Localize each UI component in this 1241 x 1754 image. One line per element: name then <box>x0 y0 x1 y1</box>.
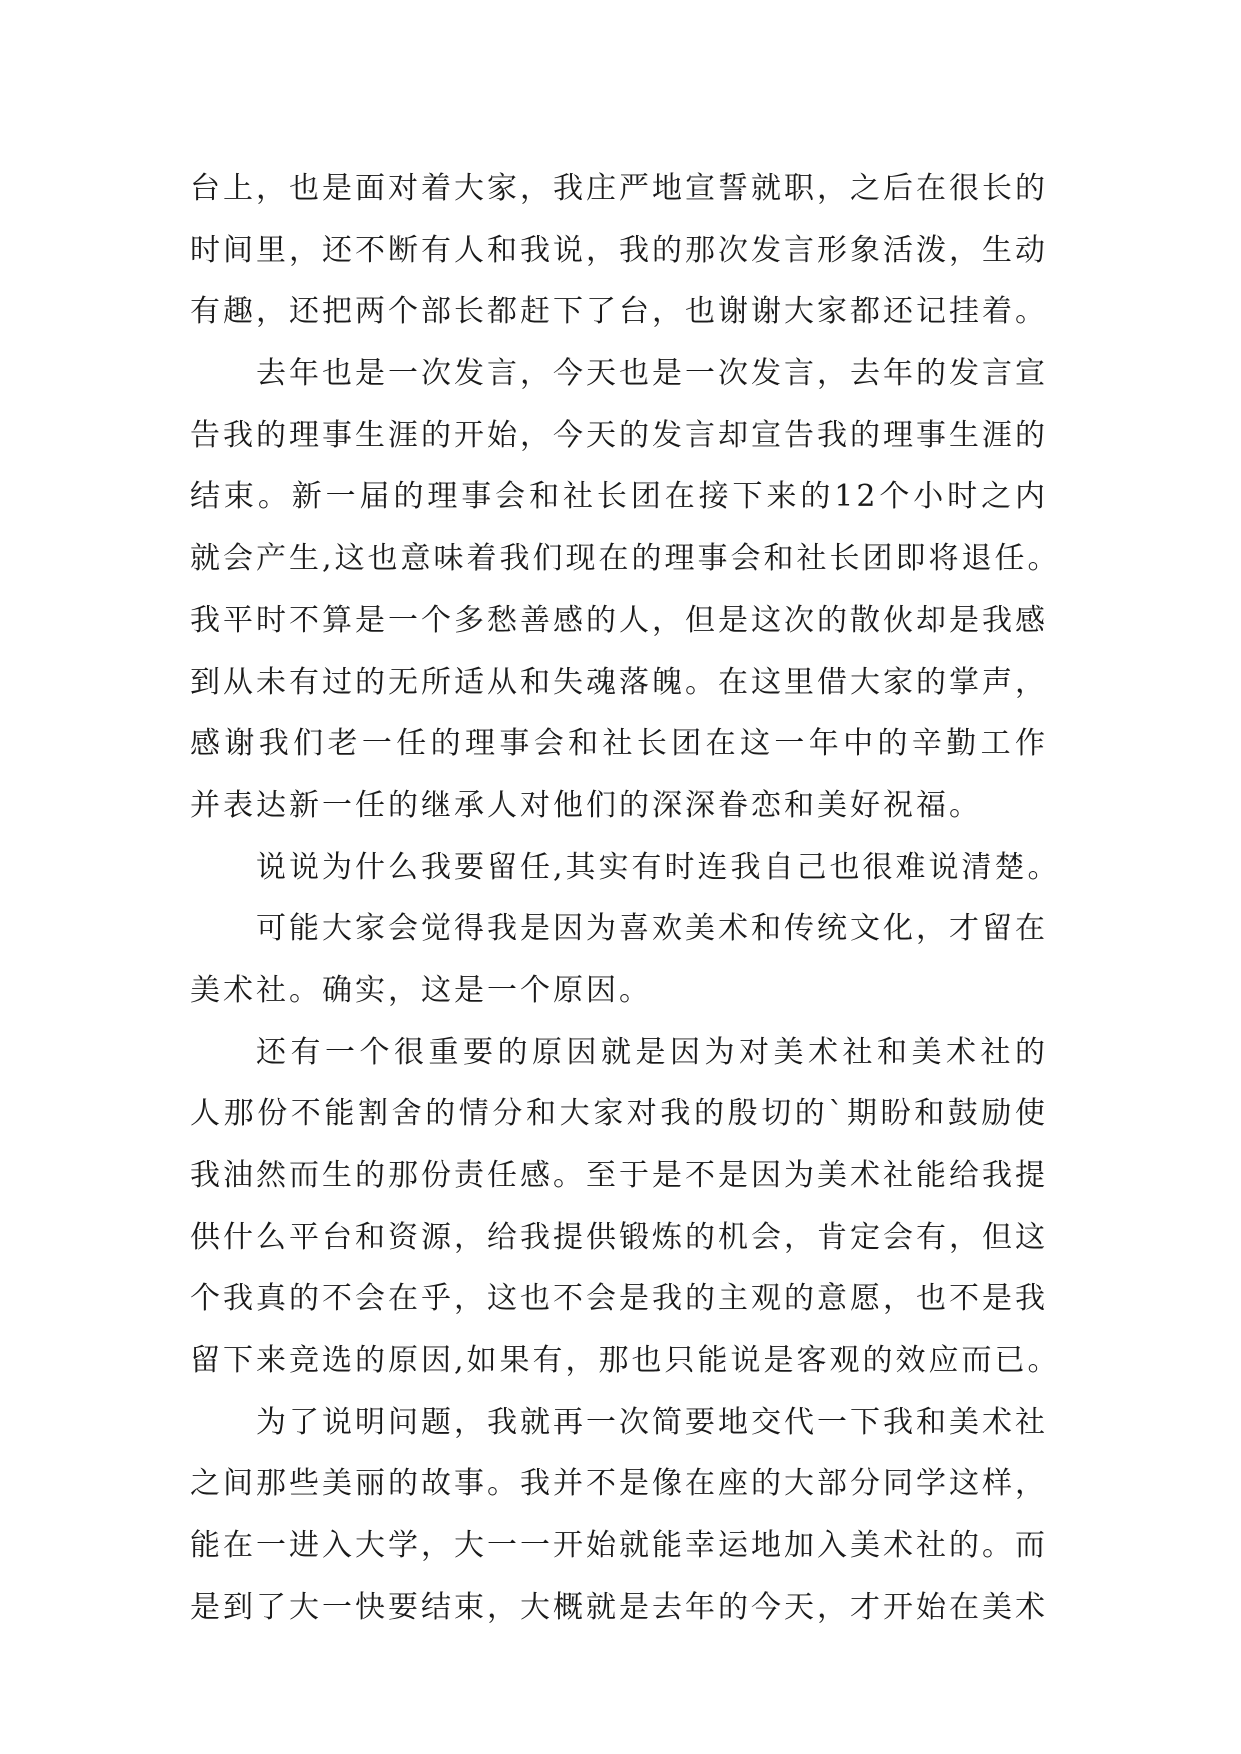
text-line: 我平时不算是一个多愁善感的人，但是这次的散伙却是我感 <box>190 602 1048 638</box>
text-line: 我油然而生的那份责任感。至于是不是因为美术社能给我提 <box>190 1158 1048 1193</box>
text-line: 留下来竞选的原因,如果有，那也只能说是客观的效应而已。 <box>190 1343 1061 1379</box>
text-line: 就会产生,这也意味着我们现在的理事会和社长团即将退任。 <box>190 541 1061 577</box>
text-line: 有趣，还把两个部长都赶下了台，也谢谢大家都还记挂着。 <box>190 294 1048 330</box>
text-line: 到从未有过的无所适从和失魂落魄。在这里借大家的掌声， <box>190 664 1048 700</box>
text-line: 并表达新一任的继承人对他们的深深眷恋和美好祝福。 <box>190 787 982 823</box>
text-line: 可能大家会觉得我是因为喜欢美术和传统文化，才留在 <box>256 911 1048 947</box>
text-line: 时间里，还不断有人和我说，我的那次发言形象活泼，生动 <box>190 232 1048 268</box>
document-body <box>190 158 1061 1639</box>
text-line: 还有一个很重要的原因就是因为对美术社和美术社的 <box>256 1034 1048 1070</box>
text-line: 说说为什么我要留任,其实有时连我自己也很难说清楚。 <box>256 849 1061 885</box>
text-line: 之间那些美丽的故事。我并不是像在座的大部分同学这样， <box>190 1466 1048 1502</box>
text-line: 结束。新一届的理事会和社长团在接下来的12个小时之内 <box>190 479 1048 515</box>
text-line: 告我的理事生涯的开始，今天的发言却宣告我的理事生涯的 <box>190 417 1048 453</box>
text-line: 供什么平台和资源，给我提供锻炼的机会，肯定会有，但这 <box>190 1219 1048 1255</box>
text-line: 是到了大一快要结束，大概就是去年的今天，才开始在美术 <box>190 1589 1048 1625</box>
text-line: 能在一进入大学，大一一开始就能幸运地加入美术社的。而 <box>190 1528 1048 1564</box>
text-line: 个我真的不会在乎，这也不会是我的主观的意愿，也不是我 <box>190 1281 1048 1317</box>
text-line: 去年也是一次发言，今天也是一次发言，去年的发言宣 <box>256 356 1048 392</box>
text-line: 人那份不能割舍的情分和大家对我的殷切的`期盼和鼓励使 <box>190 1096 1048 1132</box>
text-line: 感谢我们老一任的理事会和社长团在这一年中的辛勤工作 <box>190 726 1048 762</box>
text-line: 美术社。确实，这是一个原因。 <box>190 972 652 1008</box>
text-line: 为了说明问题，我就再一次简要地交代一下我和美术社 <box>256 1404 1048 1440</box>
text-line: 台上，也是面对着大家，我庄严地宣誓就职，之后在很长的 <box>190 171 1048 206</box>
